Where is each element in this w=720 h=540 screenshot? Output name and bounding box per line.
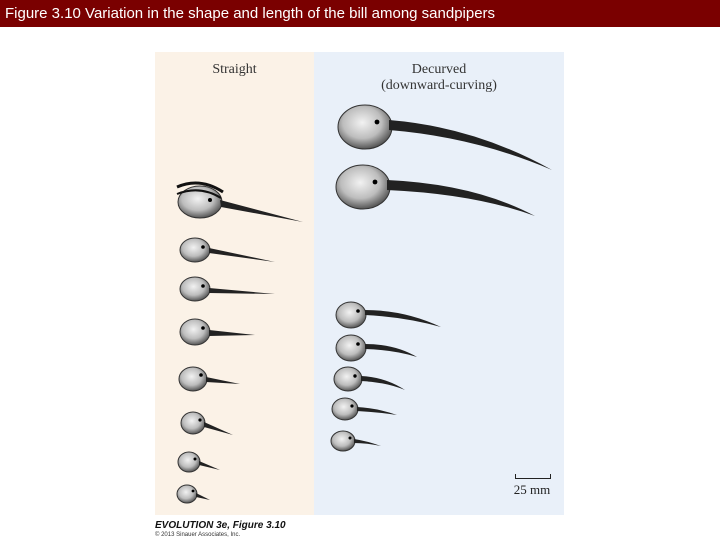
straight-label: Straight	[212, 62, 257, 77]
straight-bird-4	[180, 319, 255, 345]
straight-bird-5	[179, 367, 240, 391]
credit-title: EVOLUTION 3e, Figure 3.10	[155, 520, 286, 531]
credit-copyright: © 2013 Sinauer Associates, Inc.	[155, 532, 241, 538]
decurved-bird-7	[331, 431, 381, 451]
scale-bar-line	[515, 474, 551, 479]
scale-label: 25 mm	[513, 482, 551, 497]
straight-bird-8	[177, 485, 210, 503]
straight-bird-7	[178, 452, 220, 472]
title-bar	[0, 0, 720, 27]
decurved-label-line2: (downward-curving)	[381, 78, 497, 93]
decurved-bird-2	[336, 165, 535, 216]
bird-heads-illustration	[155, 52, 564, 515]
decurved-bird-1	[338, 105, 552, 170]
straight-bird-3	[180, 277, 275, 301]
decurved-bird-3	[336, 302, 441, 328]
sandpiper-figure	[155, 52, 564, 515]
decurved-bird-4	[336, 335, 417, 361]
straight-bird-2	[180, 238, 275, 262]
decurved-label-line1: Decurved	[411, 62, 467, 77]
scale-bar	[509, 470, 555, 500]
straight-bird-6	[181, 412, 233, 435]
slide-title: Figure 3.10 Variation in the shape and length of the bill among sandpipers	[5, 5, 496, 22]
straight-bird-1	[177, 183, 303, 222]
decurved-bird-6	[332, 398, 397, 420]
decurved-bird-5	[334, 367, 405, 391]
